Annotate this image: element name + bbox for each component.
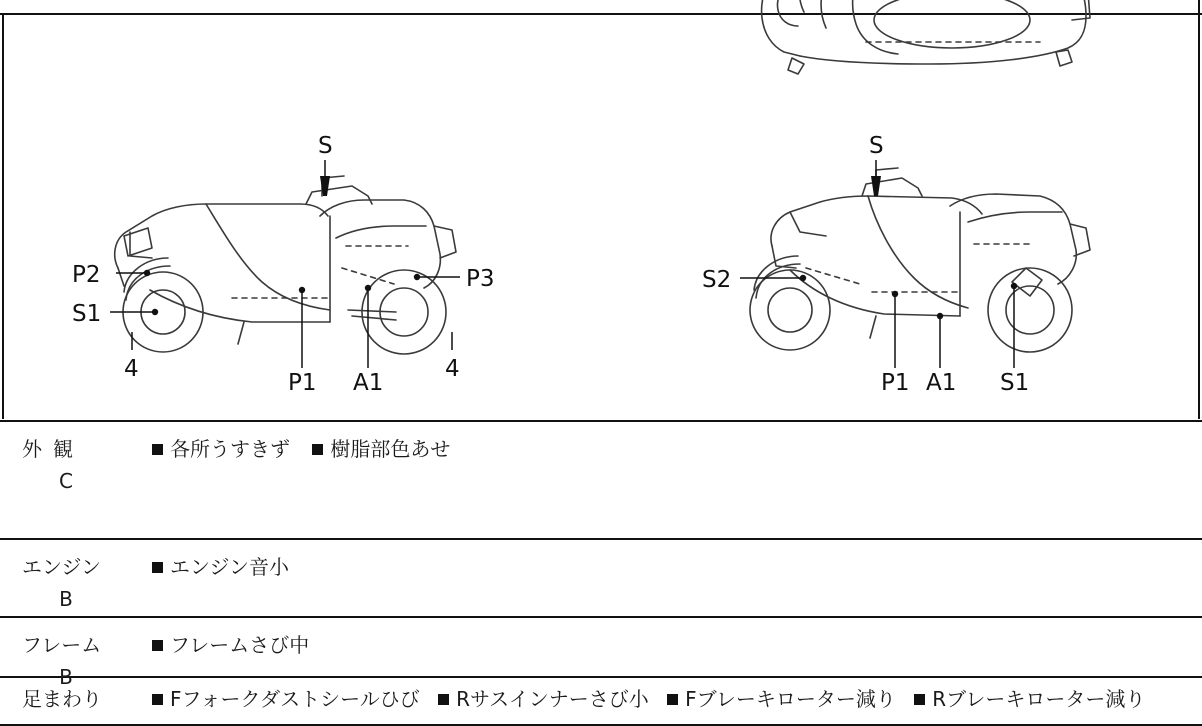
bullet-icon [152,562,163,573]
row-items-suspension [148,678,1202,715]
label-left-A1: A1 [353,370,384,396]
category-label: 外観 [22,437,84,461]
category-grade: B [59,587,73,611]
row-items-appearance [148,422,1202,465]
row-category-engine [0,540,148,614]
list-item: フレームさび中 [152,630,309,661]
list-item: Fフォークダストシールひび [152,684,420,715]
label-left-P2: P2 [72,262,101,288]
dot-left-P2 [144,270,150,276]
label-right-S1: S1 [1000,370,1030,396]
bullet-icon [914,694,925,705]
dot-left-P3 [414,274,420,280]
category-grade: B [59,665,73,689]
inspection-table [0,420,1202,726]
category-label: フレーム [22,633,102,657]
label-left-P1: P1 [288,370,317,396]
scooter-left-side-view [115,176,456,354]
label-left-S1: S1 [72,301,102,327]
label-left-4-left: 4 [124,356,139,382]
label-right-P1: P1 [881,370,910,396]
list-item: 各所うすきず [152,434,290,465]
label-left-P3: P3 [466,266,495,292]
list-item: エンジン音小 [152,552,289,583]
label-right-A1: A1 [926,370,957,396]
bullet-icon [152,444,163,455]
category-grade: C [59,469,73,493]
list-item: Rブレーキローター減り [914,684,1145,715]
marker-right-S [871,176,881,196]
dot-right-P1 [892,291,898,297]
label-right-S2: S2 [702,267,732,293]
table-row-appearance [0,422,1202,540]
table-row-suspension [0,678,1202,726]
bullet-icon [152,640,163,651]
bullet-icon [312,444,323,455]
bullet-icon [438,694,449,705]
category-label: 足まわり [22,687,102,711]
bullet-icon [667,694,678,705]
label-left-S: S [318,133,333,159]
list-item: Rサスインナーさび小 [438,684,649,715]
dot-left-S1 [152,309,158,315]
label-left-4-right: 4 [445,356,460,382]
scooter-right-side-view [750,168,1090,352]
dot-left-A1 [365,285,371,291]
dot-right-A1 [937,313,943,319]
row-category-suspension [0,678,148,714]
scooter-top-view [762,0,1090,74]
label-right-S: S [869,133,884,159]
list-item: Fブレーキローター減り [667,684,896,715]
row-items-frame [148,618,1202,661]
category-label: エンジン [22,555,101,579]
dot-right-S1 [1011,283,1017,289]
row-category-appearance [0,422,148,496]
dot-right-S2 [800,275,806,281]
table-row-frame [0,618,1202,689]
bullet-icon [152,694,163,705]
list-item: 樹脂部色あせ [312,434,450,465]
dot-left-P1 [299,287,305,293]
row-items-engine [148,540,1202,583]
table-row-engine [0,540,1202,618]
